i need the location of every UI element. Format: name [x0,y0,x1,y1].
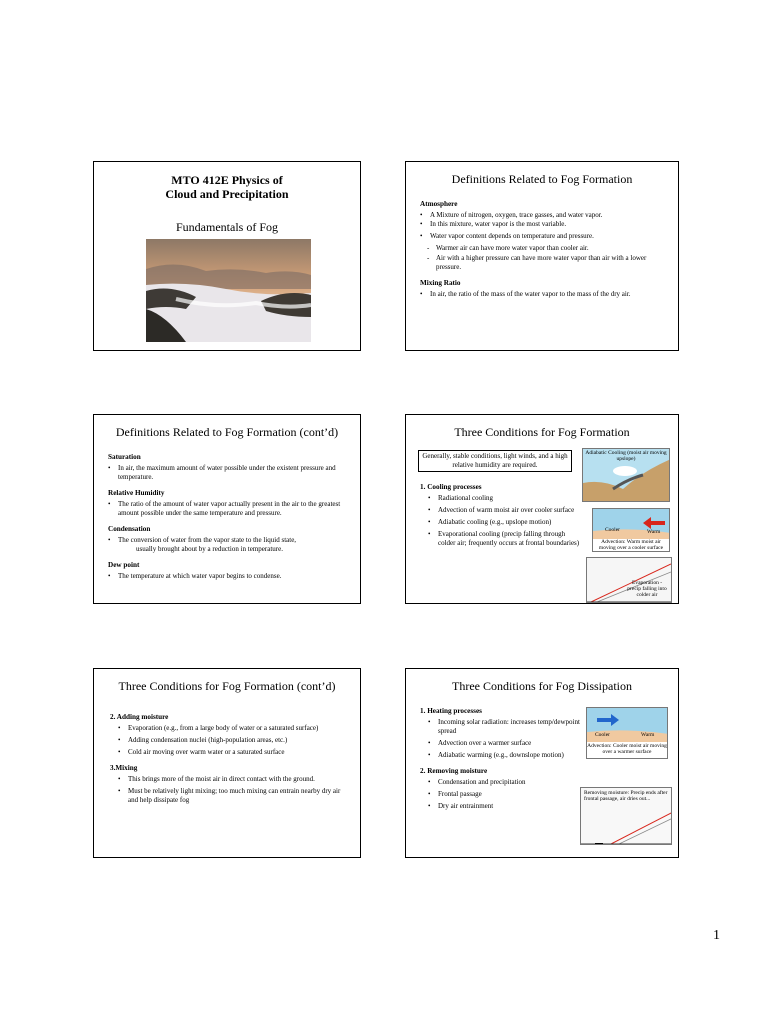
list-item: • Dry air entrainment [420,802,580,811]
list-item: • Must be relatively light mixing; too much mixing can entrain nearby dry air and help dissipate fog [110,787,346,805]
slide-definitions-contd [93,414,361,604]
slide-title: Definitions Related to Fog Formation (cont’d) [115,425,339,439]
list-item: • Radiational cooling [420,494,580,503]
label-cooler: Cooler [595,732,610,738]
figure-caption: Adiabatic Cooling (moist air moving upslope) [585,450,667,462]
list-item: - Warmer air can have more water vapor than cooler air. [420,244,664,253]
slide-title: Definitions Related to Fog Formation [451,172,633,186]
list-item: • A Mixture of nitrogen, oxygen, trace gasses, and water vapor. [420,211,664,220]
heading-saturation: Saturation [108,453,141,461]
slide-body [420,200,664,302]
heading-condensation: Condensation [108,525,151,533]
evaporation-figure [586,557,672,603]
list-item: • Adding condensation nuclei (high-population areas, etc.) [110,736,346,745]
heading-mixing-ratio: Mixing Ratio [420,279,461,287]
warm-advection-figure [586,707,668,759]
label-warm: Warm [641,732,655,738]
heading-removing-moisture: 2. Removing moisture [420,767,488,775]
heading-mixing: 3.Mixing [110,764,138,772]
adiabatic-cooling-figure [582,448,670,502]
list-item: • Advection over a warmer surface [420,739,580,748]
list-item-line: • The conversion of water from the vapor state to the liquid state, [118,536,297,544]
slide-subtitle: Fundamentals of Fog [176,220,278,234]
list-item: • Frontal passage [420,790,580,799]
figure-caption: Removing moisture: Precip ends after frontal passage, air dries out... [584,790,668,802]
list-item: • Evaporational cooling (precip falling through colder air; frequently occurs at frontal boundaries) [420,530,580,548]
slide-title [93,161,361,351]
list-item: • Adiabatic cooling (e.g., upslope motion) [420,518,580,527]
slide-title: Three Conditions for Fog Formation (cont’d) [118,679,336,693]
slide-definitions [405,161,679,351]
heading-cooling [420,483,580,492]
list-item: • Cold air moving over warm water or a saturated surface [110,748,346,757]
slide-body [420,483,580,551]
list-item: • The temperature at which water vapor begins to condense. [108,572,346,581]
slide-body [110,713,346,808]
list-item [108,536,346,554]
list-item: • Evaporation (e.g., from a large body of water or a saturated surface) [110,724,346,733]
slide-body [108,453,346,584]
slide-title: Three Conditions for Fog Dissipation [452,679,632,693]
fog-valley-photo [146,239,311,342]
course-title-line1: MTO 412E Physics of [171,173,283,187]
heading-cooling-text: 1. Cooling processes [420,483,482,491]
list-item: • This brings more of the moist air in direct contact with the ground. [110,775,346,784]
heading-dew-point: Dew point [108,561,140,569]
list-item-line: usually brought about by a reduction in temperature. [136,545,283,553]
label-warm: Warm [647,529,661,535]
course-title [94,173,360,201]
list-item: • The ratio of the amount of water vapor actually present in the air to the greatest amount possible under the same temperature and pressure. [108,500,346,518]
label-cooler: Cooler [605,527,620,533]
advection-figure [592,508,670,552]
figure-caption: Evaporation - precip falling into colder air [627,580,667,598]
page-number: 1 [713,928,720,943]
figure-caption: Advection: Warm moist air moving over a cooler surface [598,539,664,551]
course-title-line2: Cloud and Precipitation [165,187,289,201]
list-item: - Air with a higher pressure can have more water vapor than air with a lower pressure. [420,254,664,272]
slide-body [420,707,580,814]
conditions-note: Generally, stable conditions, light winds, and a high relative humidity are required. [418,450,572,472]
slide-fog-formation-contd [93,668,361,858]
slide-title: Three Conditions for Fog Formation [454,425,630,439]
list-item: • Adiabatic warming (e.g., downslope motion) [420,751,580,760]
list-item: • Advection of warm moist air over cooler surface [420,506,580,515]
heading-adding-moisture: 2. Adding moisture [110,713,169,721]
heading-heating: 1. Heating processes [420,707,482,715]
list-item: • Condensation and precipitation [420,778,580,787]
heading-atmosphere: Atmosphere [420,200,458,208]
heading-relative-humidity: Relative Humidity [108,489,165,497]
figure-caption: Advection: Cooler moist air moving over a warmer surface [587,743,667,755]
list-item: • Incoming solar radiation: increases temp/dewpoint spread [420,718,580,736]
list-item: • Water vapor content depends on temperature and pressure. [420,232,664,241]
list-item: • In this mixture, water vapor is the most variable. [420,220,664,229]
list-item: • In air, the ratio of the mass of the water vapor to the mass of the dry air. [420,290,664,299]
slide-fog-dissipation [405,668,679,858]
removing-moisture-figure [580,787,672,845]
list-item: • In air, the maximum amount of water possible under the existent pressure and temperature. [108,464,346,482]
slide-fog-formation [405,414,679,604]
